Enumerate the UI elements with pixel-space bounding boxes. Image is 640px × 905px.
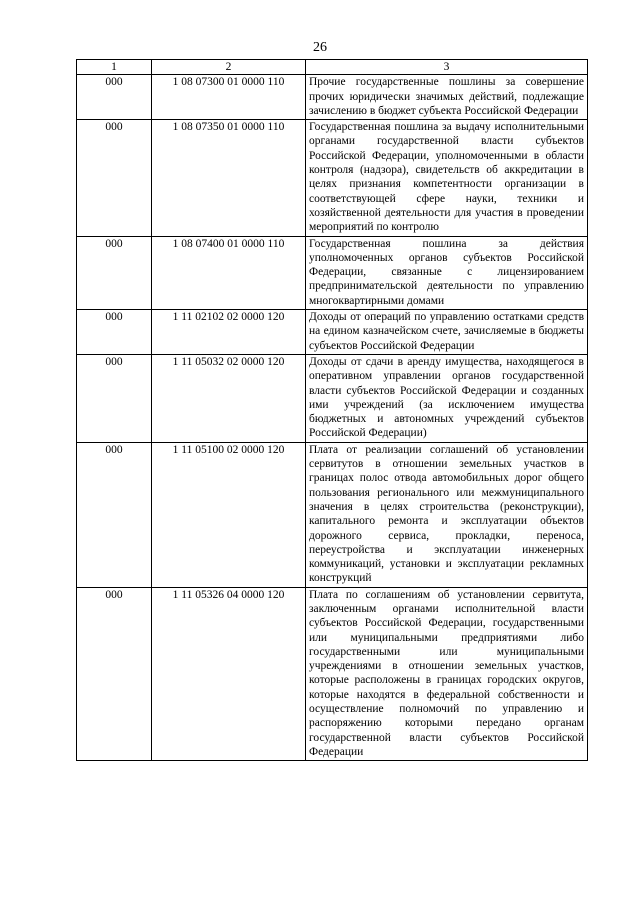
admin-code-cell: 000 [77, 442, 152, 587]
revenue-name-cell: Доходы от сдачи в аренду имущества, находящегося в оперативном управлении органов государственной власти субъектов Российской Федерации и созданных ими учреждений (за исключением имущества бюджетных и автономных учреждений субъектов Российской Федерации) [306, 354, 588, 442]
revenue-name-cell: Плата от реализации соглашений об установлении сервитутов в отношении земельных участков в границах полос отвода автомобильных дорог общего пользования регионального или межмуниципального значения в целях строительства (реконструкции), капитального ремонта и эксплуатации объектов дорожного сервиса, прокладки, переноса, переустройства и эксплуатации инженерных коммуникаций, установки и эксплуатации рекламных конструкций [306, 442, 588, 587]
table-row [77, 442, 588, 587]
revenue-name-cell: Доходы от операций по управлению остатками средств на едином казначейском счете, зачисляемые в бюджеты субъектов Российской Федерации [306, 310, 588, 355]
table-row [77, 354, 588, 442]
column-header-2: 2 [152, 60, 306, 75]
table-row [77, 75, 588, 120]
revenue-code-cell: 1 08 07300 01 0000 110 [152, 75, 306, 120]
revenue-code-cell: 1 11 05326 04 0000 120 [152, 587, 306, 761]
revenue-name-cell: Прочие государственные пошлины за совершение прочих юридически значимых действий, подлежащие зачислению в бюджет субъекта Российской Федерации [306, 75, 588, 120]
table-header-row [77, 60, 588, 75]
table-row [77, 310, 588, 355]
revenue-code-table [76, 59, 588, 761]
admin-code-cell: 000 [77, 236, 152, 309]
column-header-3: 3 [306, 60, 588, 75]
revenue-code-cell: 1 08 07350 01 0000 110 [152, 120, 306, 236]
revenue-name-cell: Государственная пошлина за выдачу исполнительными органами государственной власти субъектов Российской Федерации, уполномоченными в области контроля (надзора), свидетельств об аккредитации в целях признания компетентности организации в соответствующей сфере науки, техники и хозяйственной деятельности для участия в проведении мероприятий по контролю [306, 120, 588, 236]
revenue-name-cell: Государственная пошлина за действия уполномоченных органов субъектов Российской Федерации, связанные с лицензированием предпринимательской деятельности по управлению многоквартирными домами [306, 236, 588, 309]
table-row [77, 236, 588, 309]
table-row [77, 120, 588, 236]
admin-code-cell: 000 [77, 120, 152, 236]
table-row [77, 587, 588, 761]
revenue-code-cell: 1 11 05100 02 0000 120 [152, 442, 306, 587]
admin-code-cell: 000 [77, 310, 152, 355]
admin-code-cell: 000 [77, 75, 152, 120]
revenue-code-cell: 1 11 02102 02 0000 120 [152, 310, 306, 355]
column-header-1: 1 [77, 60, 152, 75]
revenue-name-cell: Плата по соглашениям об установлении сервитута, заключенным органами исполнительной власти субъектов Российской Федерации, государственными или муниципальными предприятиями либо государственными или муниципальными учреждениями в отношении земельных участков, которые расположены в границах городских округов, которые находятся в федеральной собственности и осуществление полномочий по управлению и распоряжению которыми передано органам государственной власти субъектов Российской Федерации [306, 587, 588, 761]
revenue-code-cell: 1 11 05032 02 0000 120 [152, 354, 306, 442]
admin-code-cell: 000 [77, 587, 152, 761]
page-number: 26 [313, 40, 327, 55]
admin-code-cell: 000 [77, 354, 152, 442]
revenue-code-cell: 1 08 07400 01 0000 110 [152, 236, 306, 309]
